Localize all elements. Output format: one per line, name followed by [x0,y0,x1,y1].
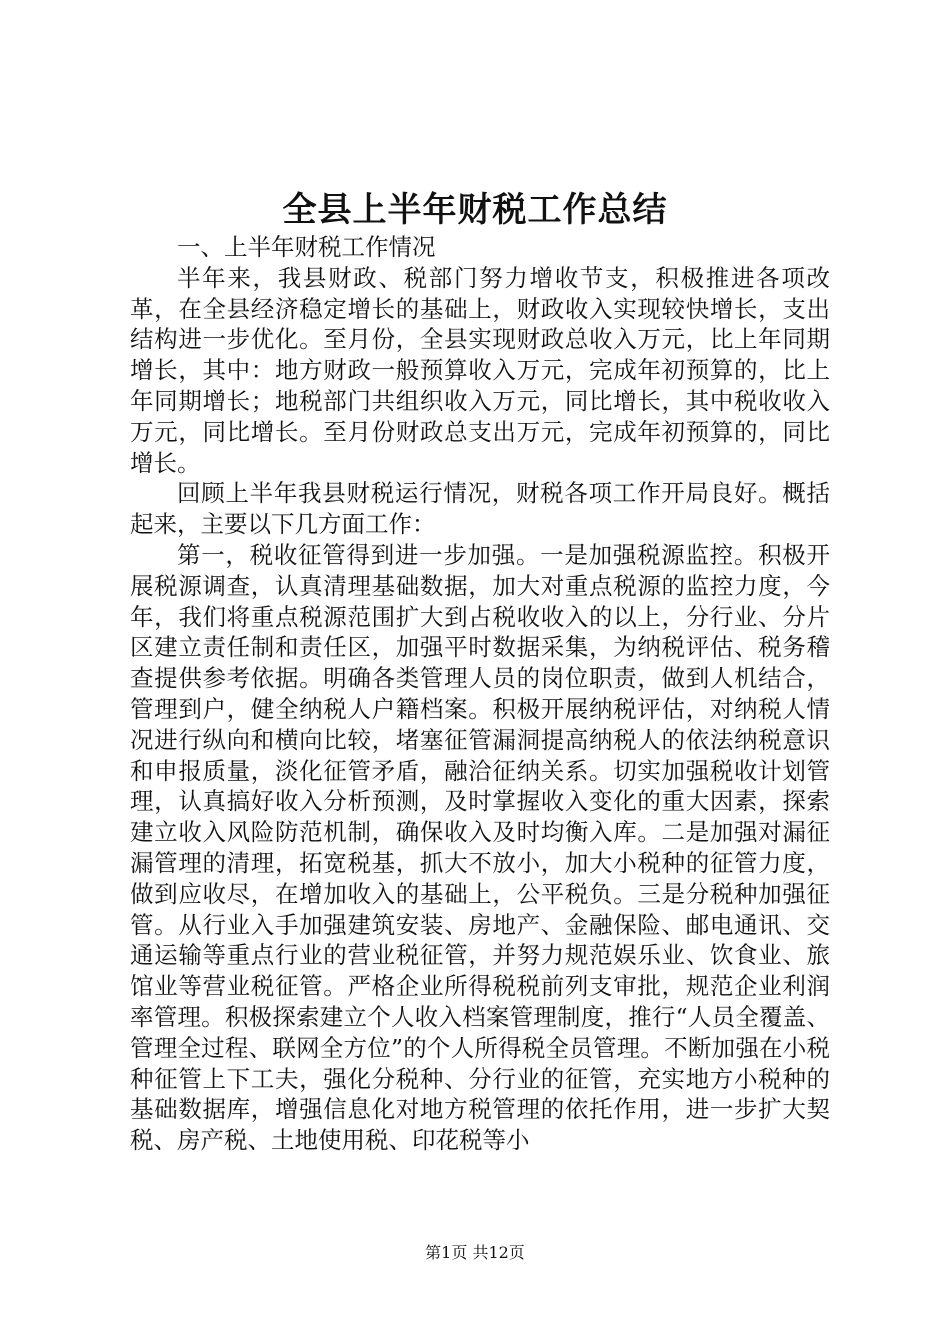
document-title: 全县上半年财税工作总结 [282,190,668,230]
body-paragraph: 半年来，我县财政、税部门努力增收节支，积极推进各项改革，在全县经济稳定增长的基础上，财政收入实现较快增长，支出结构进一步优化。至月份，全县实现财政总收入万元，比上年同期增长，其中：地方财政一般预算收入万元，完成年初预算的，比上年同期增长；地税部门共组织收入万元，同比增长，其中税收收入万元，同比增长。至月份财政总支出万元，完成年初预算的，同比增长。 [130,263,830,477]
page-footer: 第1页 共12页 [425,1243,525,1262]
document-body [130,232,830,1156]
section-heading: 一、上半年财税工作情况 [177,233,436,261]
body-paragraph: 第一，税收征管得到进一步加强。一是加强税源监控。积极开展税源调查，认真清理基础数据，加大对重点税源的监控力度，今年，我们将重点税源范围扩大到占税收收入的以上，分行业、分片区建立责任制和责任区，加强平时数据采集，为纳税评估、税务稽查提供参考依据。明确各类管理人员的岗位职责，做到人机结合，管理到户，健全纳税人户籍档案。积极开展纳税评估，对纳税人情况进行纵向和横向比较，堵塞征管漏洞提高纳税人的依法纳税意识和申报质量，淡化征管矛盾，融洽征纳关系。切实加强税收计划管理，认真搞好收入分析预测，及时掌握收入变化的重大因素，探索建立收入风险防范机制，确保收入及时均衡入库。二是加强对漏征漏管理的清理，拓宽税基，抓大不放小，加大小税种的征管力度，做到应收尽，在增加收入的基础上，公平税负。三是分税种加强征管。从行业入手加强建筑安装、房地产、金融保险、邮电通讯、交通运输等重点行业的营业税征管，并努力规范娱乐业、饮食业、旅馆业等营业税征管。严格企业所得税税前列支审批，规范企业利润率管理。积极探索建立个人收入档案管理制度，推行“人员全覆盖、管理全过程、联网全方位”的个人所得税全员管理。不断加强在小税种征管上下工夫，强化分税种、分行业的征管，充实地方小税种的基础数据库，增强信息化对地方税管理的依托作用，进一步扩大契税、房产税、土地使用税、印花税等小 [130,540,830,1155]
body-paragraph: 回顾上半年我县财税运行情况，财税各项工作开局良好。概括起来，主要以下几方面工作： [130,479,830,539]
